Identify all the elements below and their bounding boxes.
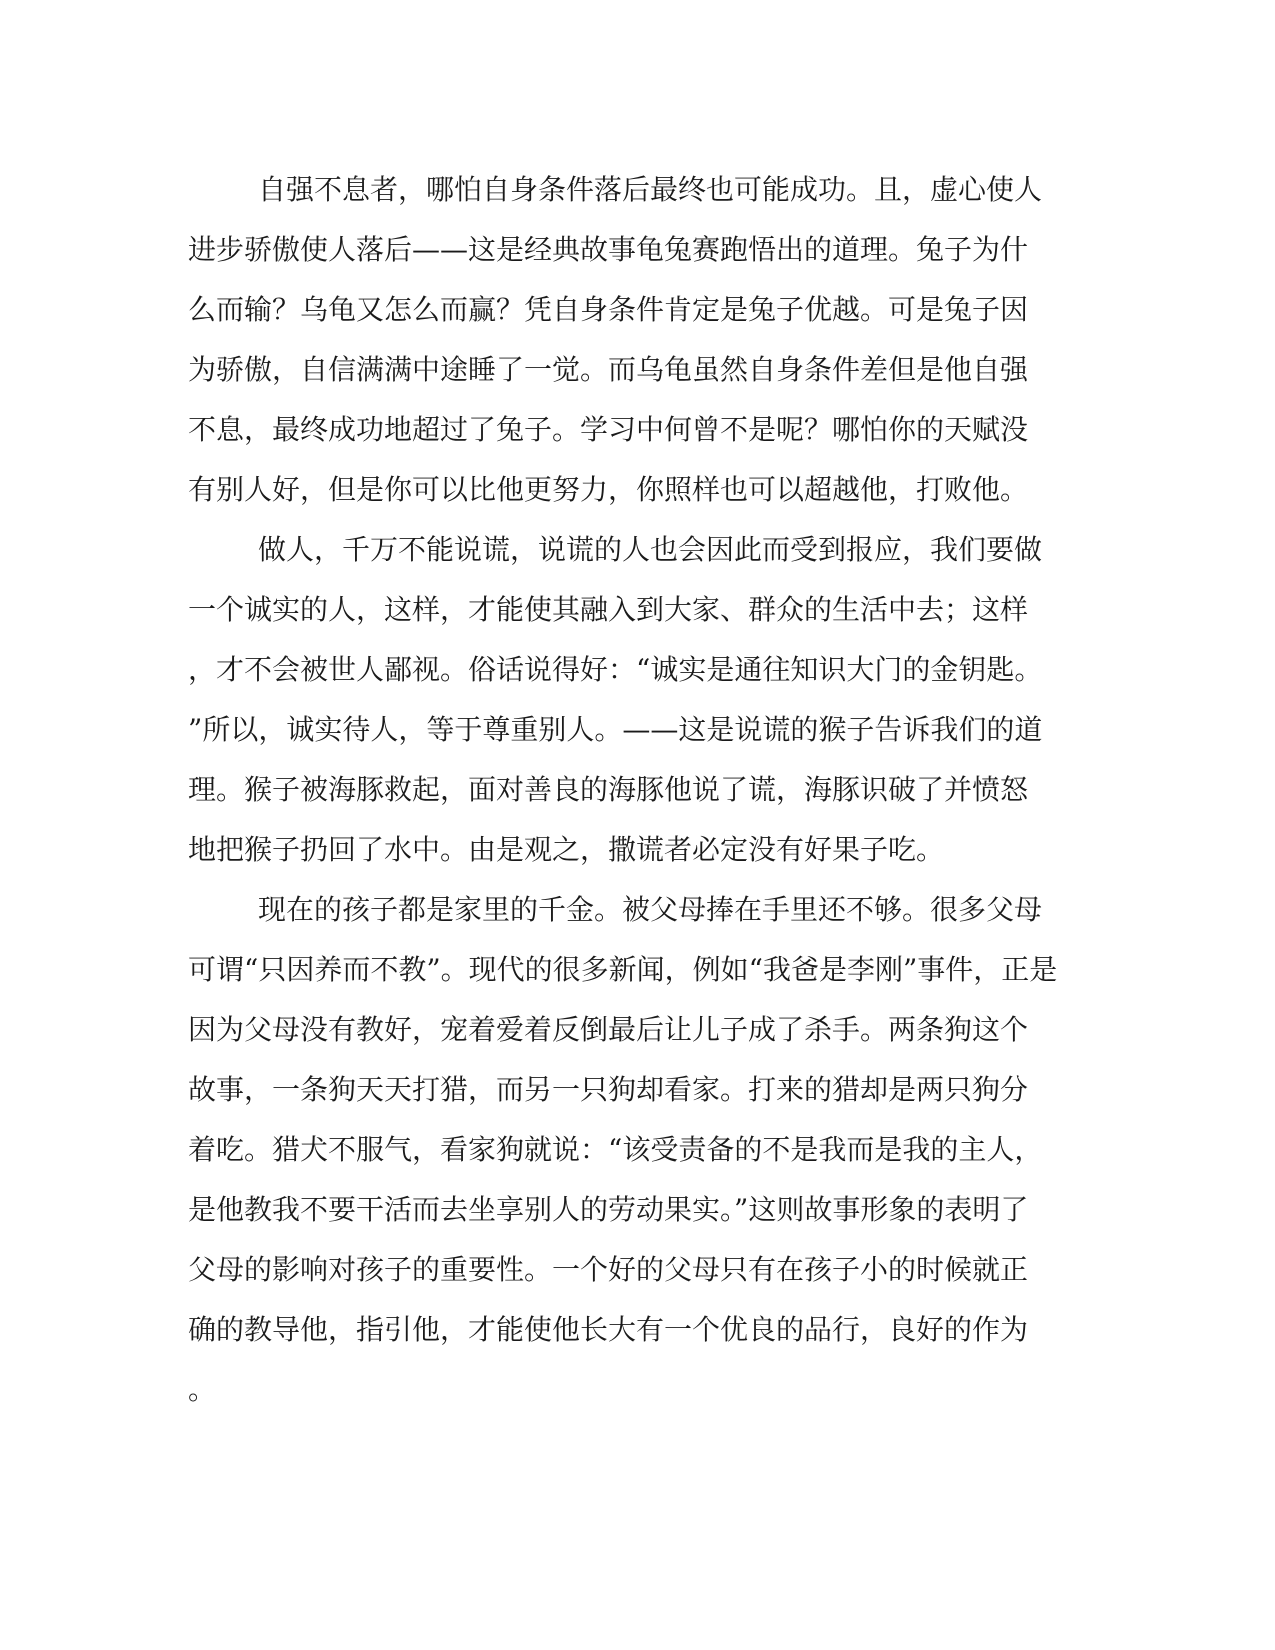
paragraph-3-line-9: 。 (188, 1373, 217, 1406)
paragraph-3-line-5: 着吃。猎犬不服气，看家狗就说：“该受责备的不是我而是我的主人， (188, 1133, 1043, 1166)
paragraph-1-line-1: 自强不息者，哪怕自身条件落后最终也可能成功。且，虚心使人 (258, 173, 1043, 206)
paragraph-1-line-2: 进步骄傲使人落后——这是经典故事龟兔赛跑悟出的道理。兔子为什 (188, 233, 1029, 266)
paragraph-1-line-3: 么而输？乌龟又怎么而赢？凭自身条件肯定是兔子优越。可是兔子因 (188, 293, 1029, 326)
document-body (188, 160, 1068, 1420)
paragraph-1-line-4: 为骄傲，自信满满中途睡了一觉。而乌龟虽然自身条件差但是他自强 (188, 353, 1029, 386)
paragraph-3-line-6: 是他教我不要干活而去坐享别人的劳动果实。”这则故事形象的表明了 (188, 1193, 1029, 1226)
paragraph-3-line-7: 父母的影响对孩子的重要性。一个好的父母只有在孩子小的时候就正 (188, 1253, 1029, 1286)
paragraph-1-line-5: 不息，最终成功地超过了兔子。学习中何曾不是呢？哪怕你的天赋没 (188, 413, 1029, 446)
paragraph-2-line-1: 做人，千万不能说谎，说谎的人也会因此而受到报应，我们要做 (258, 533, 1043, 566)
paragraph-2-line-4: ”所以，诚实待人，等于尊重别人。——这是说谎的猴子告诉我们的道 (188, 713, 1043, 746)
paragraph-2-line-3: ，才不会被世人鄙视。俗话说得好：“诚实是通往知识大门的金钥匙。 (188, 653, 1043, 686)
paragraph-2-line-6: 地把猴子扔回了水中。由是观之，撒谎者必定没有好果子吃。 (188, 833, 945, 866)
paragraph-3-line-8: 确的教导他，指引他，才能使他长大有一个优良的品行，良好的作为 (188, 1313, 1029, 1346)
paragraph-3-line-2: 可谓“只因养而不教”。现代的很多新闻，例如“我爸是李刚”事件，正是 (188, 953, 1058, 986)
paragraph-2-line-5: 理。猴子被海豚救起，面对善良的海豚他说了谎，海豚识破了并愤怒 (188, 773, 1029, 806)
paragraph-1-line-6: 有别人好，但是你可以比他更努力，你照样也可以超越他，打败他。 (188, 473, 1029, 506)
paragraph-3-line-4: 故事，一条狗天天打猎，而另一只狗却看家。打来的猎却是两只狗分 (188, 1073, 1029, 1106)
paragraph-3-line-3: 因为父母没有教好，宠着爱着反倒最后让儿子成了杀手。两条狗这个 (188, 1013, 1029, 1046)
paragraph-3-line-1: 现在的孩子都是家里的千金。被父母捧在手里还不够。很多父母 (258, 893, 1043, 926)
paragraph-2-line-2: 一个诚实的人，这样，才能使其融入到大家、群众的生活中去；这样 (188, 593, 1029, 626)
